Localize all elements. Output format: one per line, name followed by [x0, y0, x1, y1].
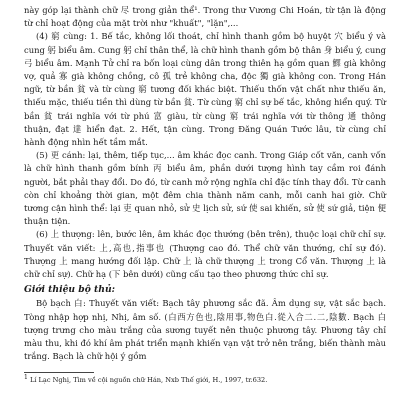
paragraph-canh: (5) 更 cánh: lại, thêm, tiếp tục,... âm khác đọc canh. Trong Giáp cốt văn, canh vốn là chữ hình thanh gồm bính 丙 biểu âm, phần dưới tượng hình tay cầm roi đánh người, bắt phải thay đổi. Do đó, từ canh mở rộng nghĩa chỉ đặc tính thay đổi. Từ canh còn chỉ khoảng thời gian, một đêm chia thành năm canh, mỗi canh hai giờ. Chữ tương cận hình thể: lại 吏 quan nhỏ, sử 史 lịch sử, sứ 使 sai khiến, sử 使 sứ giả, tiện 便 thuận tiện. [24, 150, 386, 227]
footnote-mark: 1 [24, 374, 28, 382]
paragraph-thuong: (6) 上 thượng: lên, bước lên, âm khác đọc thướng (bên trên), thuộc loại chữ chỉ sự. Thuyết văn viết: 上,高也,指事也 (Thượng cao đó. Thể chữ văn thướng, chỉ sự đó). Thượng 上 mang hướng đối lập. Chữ 上 là chữ thượng 上 trong Cổ văn. Thượng 上 là chữ chỉ sự). Chữ hạ (下 bên dưới) cũng cấu tạo theo phương thức chỉ sự. [24, 229, 386, 280]
paragraph-cung: (4) 窮 cùng: 1. Bế tắc, không lối thoát, chỉ hình thanh gồm bộ huyệt 穴 biểu ý và cung 躬 biểu âm. Cung 躬 chỉ thân thể, là chữ hình thanh gồm bộ thân 身 biểu ý, cung 弓 biểu âm. Mạnh Tử chỉ ra bốn loại cùng dân trong thiên hạ gồm quan 鰥 già không vợ, quả 寡 già không chồng, cô 孤 trẻ không cha, độc 獨 già không con. Trong Hán ngữ, từ bần 貧 và từ cùng 窮 tương đối khác biệt. Thiếu thốn vật chất như thiếu ăn, thiếu mặc, thiếu tiền thì dùng từ bần 貧. Từ cùng 窮 chỉ sự bế tắc, không hiển quý. Từ bần 貧 trái nghĩa với từ phú 富 giàu, từ cùng 窮 trái nghĩa với từ thông 通 thông thuận, đạt 達 hiển đạt. 2. Hết, tận cùng. Trong Đăng Quán Tước lâu, từ cùng chỉ hành động nhìn hết tầm mắt. [24, 31, 386, 148]
footnote-text: Lí Lạc Nghị, Tìm về cội nguồn chữ Hán, Nxb Thế giới, H., 1997, tr.632. [29, 376, 268, 385]
paragraph-bo-bach: Bộ bạch 白: Thuyết văn viết: Bạch tây phương sắc đã. Âm dụng sự, vật sắc bạch. Tòng nhập hợp nhị, Nhị, âm số. (白西方色也,陰用事,物色白.從入合二.二,陰數. Bạch 白 tượng trưng cho màu trắng của sương tuyết nên thuộc phương tây. Phương tây chỉ màu thu, khi đó khí âm phát triển mạnh khiến vạn vật trở nên trắng, biến thành màu trắng. Bạch là chữ hội ý gồm [24, 298, 386, 362]
footnote [24, 376, 386, 385]
footnote-divider [24, 372, 94, 373]
paragraph-continuation: này góp lại thành chữ 尽 trong giản thể¹. Trong thư Vương Chi Hoán, từ tận là động từ chỉ hoạt động của mặt trời như "khuất", "lặn",... [24, 5, 386, 29]
section-heading: Giới thiệu bộ thủ: [24, 284, 116, 296]
